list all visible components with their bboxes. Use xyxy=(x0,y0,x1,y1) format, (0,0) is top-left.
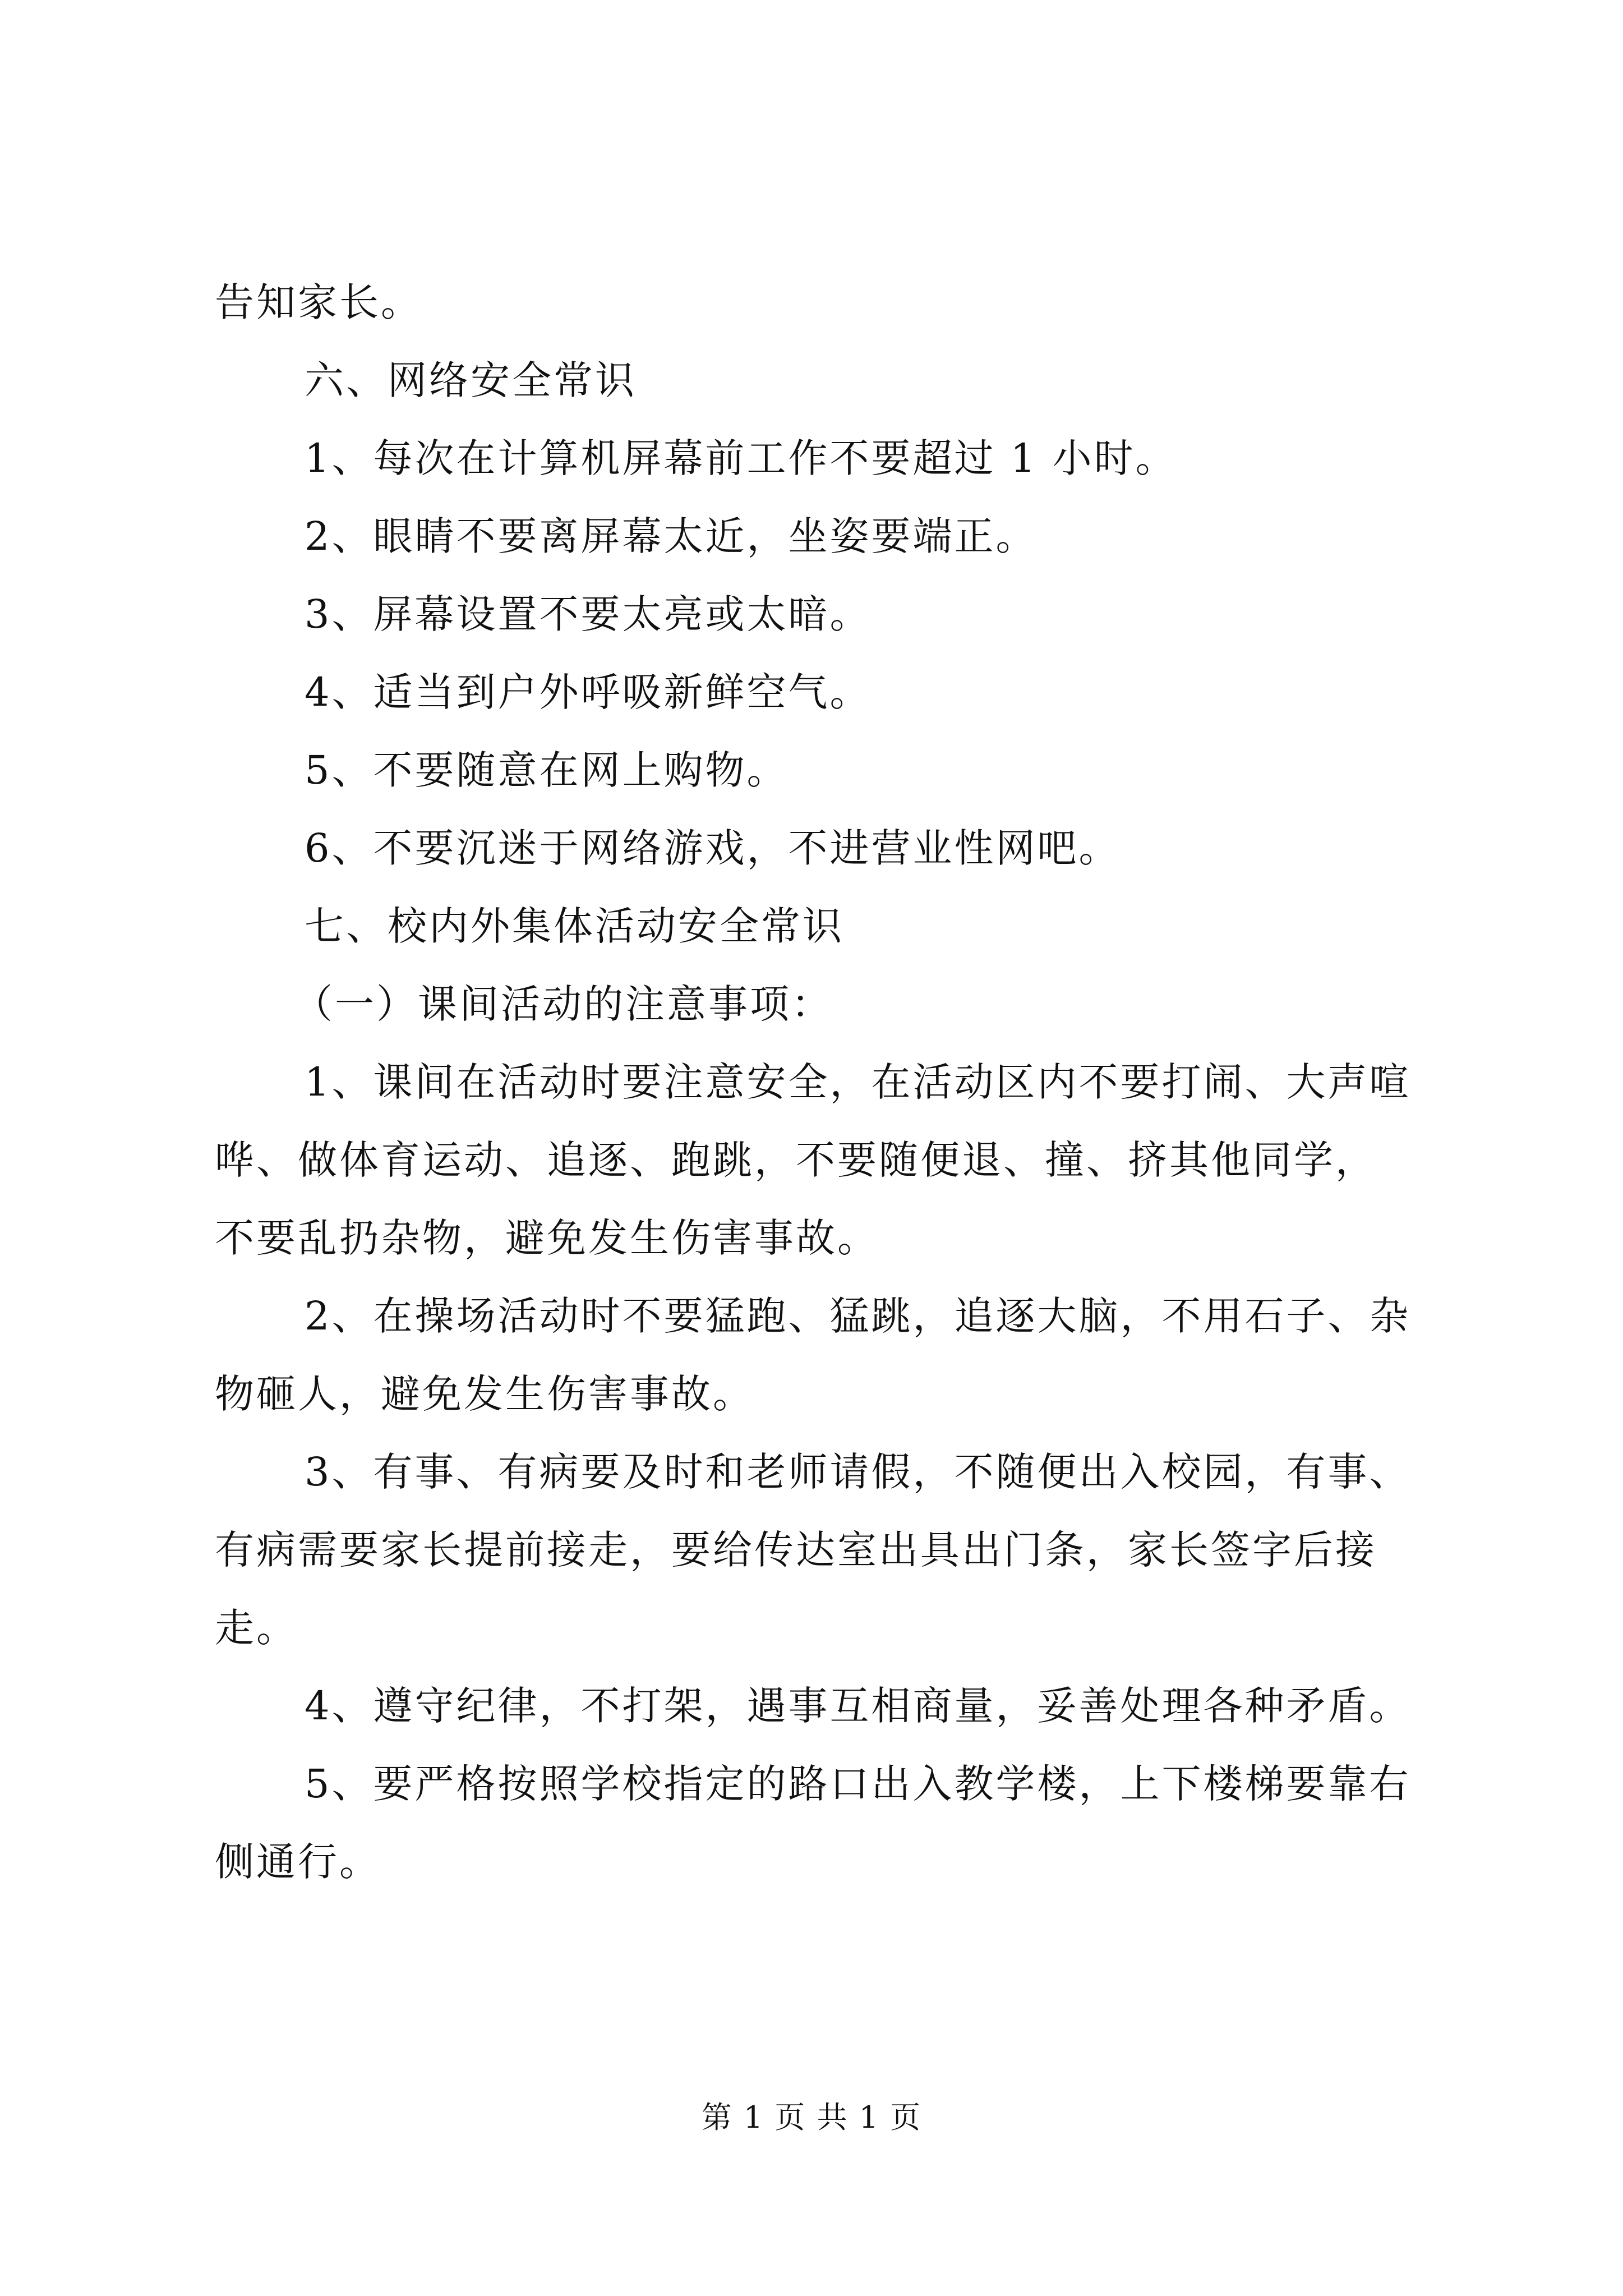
page-footer: 第 1 页 共 1 页 xyxy=(701,2100,922,2135)
list-item: 5、要严格按照学校指定的路口出入教学楼，上下楼梯要靠右侧通行。 xyxy=(215,1761,1411,1885)
list-item: 6、不要沉迷于网络游戏，不进营业性网吧。 xyxy=(305,825,1121,871)
section-heading-network-safety: 六、网络安全常识 xyxy=(305,357,637,403)
subsection-heading: （一）课间活动的注意事项： xyxy=(293,981,833,1027)
list-item: 3、屏幕设置不要太亮或太暗。 xyxy=(305,591,872,637)
list-item: 1、课间在活动时要注意安全，在活动区内不要打闹、大声喧哗、做体育运动、追逐、跑跳，不要随便退、撞、挤其他同学，不要乱扔杂物，避免发生伤害事故。 xyxy=(215,1059,1411,1261)
list-item: 3、有事、有病要及时和老师请假，不随便出入校园，有事、有病需要家长提前接走，要给传达室出具出门条，家长签字后接走。 xyxy=(215,1449,1411,1651)
list-item: 2、眼睛不要离屏幕太近，坐姿要端正。 xyxy=(305,513,1038,559)
list-item: 5、不要随意在网上购物。 xyxy=(305,747,789,793)
section-heading-group-activity-safety: 七、校内外集体活动安全常识 xyxy=(305,903,844,949)
paragraph-continuation: 告知家长。 xyxy=(215,279,422,325)
list-item: 2、在操场活动时不要猛跑、猛跳，追逐大脑，不用石子、杂物砸人，避免发生伤害事故。 xyxy=(215,1293,1411,1417)
document-body xyxy=(215,264,1418,1901)
list-item: 4、适当到户外呼吸新鲜空气。 xyxy=(305,669,872,715)
list-item: 1、每次在计算机屏幕前工作不要超过 1 小时。 xyxy=(305,435,1177,481)
list-item: 4、遵守纪律，不打架，遇事互相商量，妥善处理各种矛盾。 xyxy=(305,1683,1411,1729)
